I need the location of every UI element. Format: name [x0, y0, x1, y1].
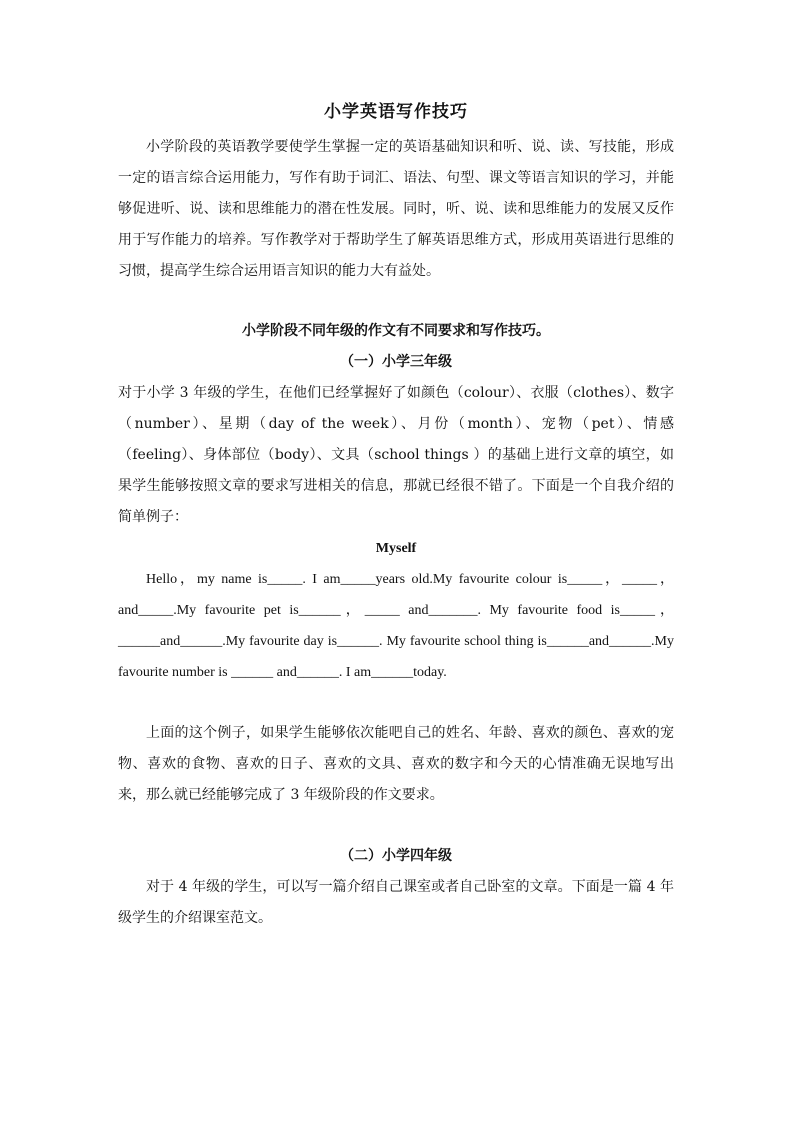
spacer — [118, 688, 674, 718]
spacer — [118, 287, 674, 316]
grade3-heading: （一）小学三年级 — [340, 354, 452, 370]
grade4-paragraph: 对于 4 年级的学生，可以写一篇介绍自己课室或者自己卧室的文章。下面是一篇 4 年级学生的介绍课室范文。 — [118, 879, 674, 926]
grade4-heading: （二）小学四年级 — [340, 848, 452, 864]
spacer — [118, 811, 674, 841]
sample-paragraph: Hello，my name is_____. I am_____years old.My favourite colour is_____，_____，and_____.My favourite pet is______，_____ and_______. My favourite food is_____，______and______.My favourite day is______. My favourite school thing is______and______.My favourite number is ______ and______. I am______today. — [118, 572, 674, 680]
document-page — [118, 100, 674, 934]
main-heading: 小学阶段不同年级的作文有不同要求和写作技巧。 — [242, 323, 550, 339]
grade3-paragraph: 对于小学 3 年级的学生，在他们已经掌握好了如颜色（colour）、衣服（clothes）、数字（number）、星期（day of the week）、月份（month）、宠物（pet）、情感（feeling）、身体部位（body）、文具（school things ）的基础上进行文章的填空，如果学生能够按照文章的要求写进相关的信息，那就已经很不错了。下面是一个自我介绍的简单例子： — [118, 385, 674, 525]
sample-title: Myself — [375, 541, 417, 556]
grade3-summary: 上面的这个例子，如果学生能够依次能吧自己的姓名、年龄、喜欢的颜色、喜欢的宠物、喜欢的食物、喜欢的日子、喜欢的文具、喜欢的数字和今天的心情准确无误地写出来，那么就已经能够完成了 3 年级阶段的作文要求。 — [118, 725, 674, 803]
intro-paragraph: 小学阶段的英语教学要使学生掌握一定的英语基础知识和听、说、读、写技能，形成一定的语言综合运用能力，写作有助于词汇、语法、句型、课文等语言知识的学习，并能够促进听、说、读和思维能力的潜在性发展。同时，听、说、读和思维能力的发展又反作用于写作能力的培养。写作教学对于帮助学生了解英语思维方式，形成用英语进行思维的习惯，提高学生综合运用语言知识的能力大有益处。 — [118, 139, 674, 279]
page-title: 小学英语写作技巧 — [324, 102, 468, 122]
